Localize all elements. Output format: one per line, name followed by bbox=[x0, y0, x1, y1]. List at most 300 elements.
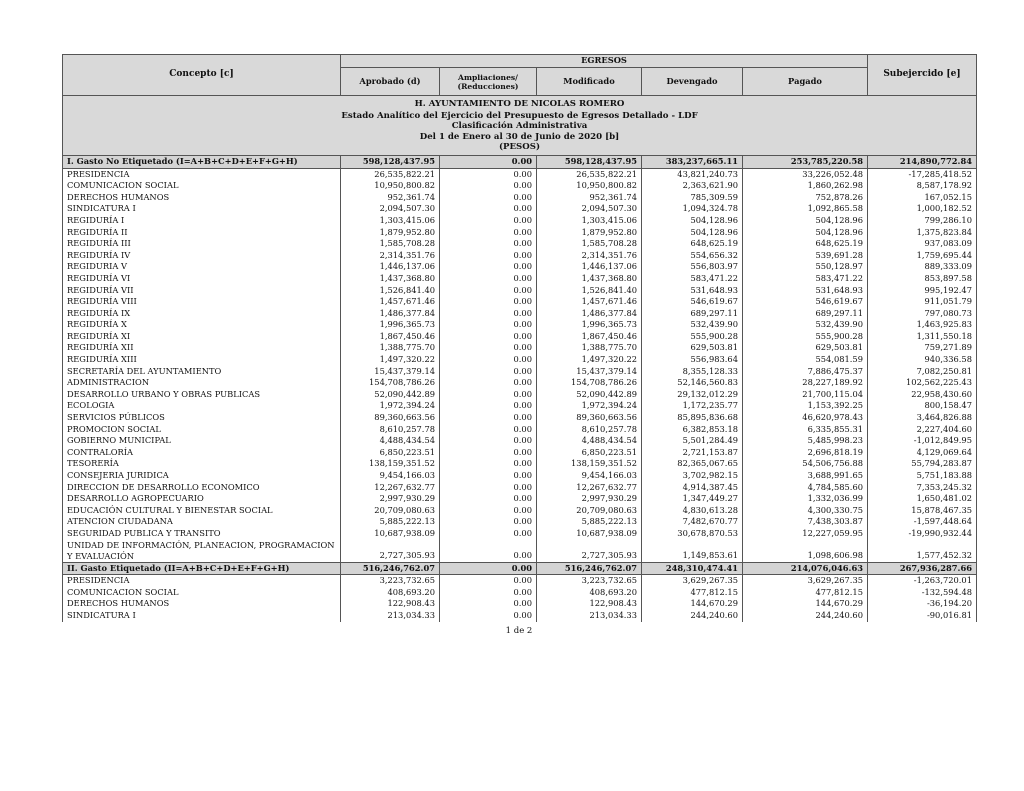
cell-pagado: 3,688,991.65 bbox=[743, 470, 868, 482]
cell-pagado: 3,629,267.35 bbox=[743, 575, 868, 587]
cell-devengado: 82,365,067.65 bbox=[642, 458, 743, 470]
cell-devengado: 8,355,128.33 bbox=[642, 366, 743, 378]
col-egresos: EGRESOS bbox=[341, 55, 868, 68]
cell-aprobado: 9,454,166.03 bbox=[341, 470, 440, 482]
section-row bbox=[63, 155, 977, 168]
cell-pagado: 689,297.11 bbox=[743, 308, 868, 320]
cell-aprobado: 2,314,351.76 bbox=[341, 250, 440, 262]
cell-pagado: 46,620,978.43 bbox=[743, 412, 868, 424]
cell-concepto: REGIDURÍA VI bbox=[63, 273, 341, 285]
cell-subejercido: 267,936,287.66 bbox=[868, 562, 977, 575]
budget-table bbox=[62, 54, 977, 622]
cell-modificado: 52,090,442.89 bbox=[537, 389, 642, 401]
cell-pagado: 4,300,330.75 bbox=[743, 505, 868, 517]
cell-modificado: 26,535,822.21 bbox=[537, 168, 642, 180]
cell-devengado: 2,721,153.87 bbox=[642, 447, 743, 459]
cell-modificado: 6,850,223.51 bbox=[537, 447, 642, 459]
table-row bbox=[63, 366, 977, 378]
cell-subejercido: 995,192.47 bbox=[868, 285, 977, 297]
col-subejercido: Subejercido [e] bbox=[868, 55, 977, 96]
cell-aprobado: 2,727,305.93 bbox=[341, 540, 440, 563]
col-pagado: Pagado bbox=[743, 68, 868, 96]
cell-pagado: 7,886,475.37 bbox=[743, 366, 868, 378]
cell-aprobado: 154,708,786.26 bbox=[341, 377, 440, 389]
cell-concepto: DERECHOS HUMANOS bbox=[63, 598, 341, 610]
cell-aprobado: 10,687,938.09 bbox=[341, 528, 440, 540]
cell-subejercido: -1,012,849.95 bbox=[868, 435, 977, 447]
cell-aprobado: 12,267,632.77 bbox=[341, 482, 440, 494]
cell-modificado: 1,526,841.40 bbox=[537, 285, 642, 297]
cell-concepto: SINDICATURA I bbox=[63, 203, 341, 215]
cell-pagado: 477,812.15 bbox=[743, 587, 868, 599]
cell-subejercido: 940,336.58 bbox=[868, 354, 977, 366]
cell-concepto: REGIDURÍA IX bbox=[63, 308, 341, 320]
cell-subejercido: 3,464,826.88 bbox=[868, 412, 977, 424]
cell-modificado: 5,885,222.13 bbox=[537, 516, 642, 528]
cell-devengado: 43,821,240.73 bbox=[642, 168, 743, 180]
cell-modificado: 4,488,434.54 bbox=[537, 435, 642, 447]
cell-devengado: 7,482,670.77 bbox=[642, 516, 743, 528]
cell-concepto: REGIDURÍA VII bbox=[63, 285, 341, 297]
cell-devengado: 583,471.22 bbox=[642, 273, 743, 285]
cell-subejercido: 5,751,183.88 bbox=[868, 470, 977, 482]
cell-ampliaciones: 0.00 bbox=[440, 389, 537, 401]
col-concepto: Concepto [c] bbox=[63, 55, 341, 96]
table-row bbox=[63, 424, 977, 436]
cell-modificado: 1,879,952.80 bbox=[537, 227, 642, 239]
cell-ampliaciones: 0.00 bbox=[440, 273, 537, 285]
cell-concepto: REGIDURÍA I bbox=[63, 215, 341, 227]
cell-concepto: PRESIDENCIA bbox=[63, 168, 341, 180]
cell-devengado: 556,803.97 bbox=[642, 261, 743, 273]
cell-modificado: 9,454,166.03 bbox=[537, 470, 642, 482]
cell-devengado: 4,830,613.28 bbox=[642, 505, 743, 517]
cell-pagado: 2,696,818.19 bbox=[743, 447, 868, 459]
cell-aprobado: 408,693.20 bbox=[341, 587, 440, 599]
cell-modificado: 1,497,320.22 bbox=[537, 354, 642, 366]
cell-concepto: REGIDURÍA III bbox=[63, 238, 341, 250]
cell-devengado: 1,172,235.77 bbox=[642, 400, 743, 412]
cell-modificado: 1,486,377.84 bbox=[537, 308, 642, 320]
cell-pagado: 504,128.96 bbox=[743, 215, 868, 227]
table-row bbox=[63, 482, 977, 494]
cell-modificado: 20,709,080.63 bbox=[537, 505, 642, 517]
cell-devengado: 248,310,474.41 bbox=[642, 562, 743, 575]
table-row bbox=[63, 540, 977, 563]
cell-ampliaciones: 0.00 bbox=[440, 238, 537, 250]
cell-concepto: SERVICIOS PÚBLICOS bbox=[63, 412, 341, 424]
cell-subejercido: -19,990,932.44 bbox=[868, 528, 977, 540]
table-row bbox=[63, 435, 977, 447]
cell-pagado: 144,670.29 bbox=[743, 598, 868, 610]
cell-ampliaciones: 0.00 bbox=[440, 203, 537, 215]
cell-concepto: UNIDAD DE INFORMACIÓN, PLANEACION, PROGRAMACION Y EVALUACIÓN bbox=[63, 540, 341, 563]
cell-modificado: 122,908.43 bbox=[537, 598, 642, 610]
cell-ampliaciones: 0.00 bbox=[440, 470, 537, 482]
cell-concepto: CONTRALORÍA bbox=[63, 447, 341, 459]
table-row bbox=[63, 192, 977, 204]
table-row bbox=[63, 505, 977, 517]
cell-modificado: 408,693.20 bbox=[537, 587, 642, 599]
cell-modificado: 12,267,632.77 bbox=[537, 482, 642, 494]
cell-modificado: 2,094,507.30 bbox=[537, 203, 642, 215]
cell-ampliaciones: 0.00 bbox=[440, 493, 537, 505]
cell-pagado: 253,785,220.58 bbox=[743, 155, 868, 168]
report-currency: (PESOS) bbox=[63, 142, 977, 155]
cell-aprobado: 15,437,379.14 bbox=[341, 366, 440, 378]
cell-devengado: 30,678,870.53 bbox=[642, 528, 743, 540]
col-ampliaciones: Ampliaciones/ (Reducciones) bbox=[440, 68, 537, 96]
cell-ampliaciones: 0.00 bbox=[440, 435, 537, 447]
cell-aprobado: 952,361.74 bbox=[341, 192, 440, 204]
cell-subejercido: 4,129,069.64 bbox=[868, 447, 977, 459]
cell-modificado: 213,034.33 bbox=[537, 610, 642, 622]
cell-aprobado: 52,090,442.89 bbox=[341, 389, 440, 401]
cell-concepto: REGIDURÍA II bbox=[63, 227, 341, 239]
cell-pagado: 28,227,189.92 bbox=[743, 377, 868, 389]
table-row bbox=[63, 587, 977, 599]
cell-aprobado: 2,997,930.29 bbox=[341, 493, 440, 505]
cell-ampliaciones: 0.00 bbox=[440, 366, 537, 378]
cell-aprobado: 1,526,841.40 bbox=[341, 285, 440, 297]
cell-aprobado: 516,246,762.07 bbox=[341, 562, 440, 575]
cell-devengado: 477,812.15 bbox=[642, 587, 743, 599]
table-row bbox=[63, 203, 977, 215]
cell-concepto: DESARROLLO AGROPECUARIO bbox=[63, 493, 341, 505]
cell-pagado: 555,900.28 bbox=[743, 331, 868, 343]
cell-aprobado: 122,908.43 bbox=[341, 598, 440, 610]
cell-ampliaciones: 0.00 bbox=[440, 250, 537, 262]
cell-modificado: 1,457,671.46 bbox=[537, 296, 642, 308]
cell-devengado: 555,900.28 bbox=[642, 331, 743, 343]
cell-ampliaciones: 0.00 bbox=[440, 168, 537, 180]
cell-aprobado: 4,488,434.54 bbox=[341, 435, 440, 447]
cell-devengado: 52,146,560.83 bbox=[642, 377, 743, 389]
cell-ampliaciones: 0.00 bbox=[440, 215, 537, 227]
cell-pagado: 1,860,262.98 bbox=[743, 180, 868, 192]
cell-ampliaciones: 0.00 bbox=[440, 180, 537, 192]
report-classification: Clasificación Administrativa bbox=[63, 121, 977, 132]
cell-aprobado: 1,437,368.80 bbox=[341, 273, 440, 285]
cell-devengado: 2,363,621.90 bbox=[642, 180, 743, 192]
cell-pagado: 21,700,115.04 bbox=[743, 389, 868, 401]
table-row bbox=[63, 296, 977, 308]
cell-ampliaciones: 0.00 bbox=[440, 587, 537, 599]
column-headers bbox=[63, 55, 977, 96]
cell-pagado: 7,438,303.87 bbox=[743, 516, 868, 528]
cell-devengado: 554,656.32 bbox=[642, 250, 743, 262]
cell-modificado: 138,159,351.52 bbox=[537, 458, 642, 470]
cell-modificado: 1,972,394.24 bbox=[537, 400, 642, 412]
cell-ampliaciones: 0.00 bbox=[440, 562, 537, 575]
cell-pagado: 33,226,052.48 bbox=[743, 168, 868, 180]
cell-subejercido: 853,897.58 bbox=[868, 273, 977, 285]
cell-pagado: 4,784,585.60 bbox=[743, 482, 868, 494]
cell-aprobado: 1,303,415.06 bbox=[341, 215, 440, 227]
cell-aprobado: 1,457,671.46 bbox=[341, 296, 440, 308]
cell-subejercido: 7,082,250.81 bbox=[868, 366, 977, 378]
cell-aprobado: 3,223,732.65 bbox=[341, 575, 440, 587]
cell-ampliaciones: 0.00 bbox=[440, 342, 537, 354]
cell-subejercido: 1,000,182.52 bbox=[868, 203, 977, 215]
cell-subejercido: 911,051.79 bbox=[868, 296, 977, 308]
cell-devengado: 383,237,665.11 bbox=[642, 155, 743, 168]
cell-devengado: 3,702,982.15 bbox=[642, 470, 743, 482]
table-row bbox=[63, 308, 977, 320]
cell-concepto: DESARROLLO URBANO Y OBRAS PUBLICAS bbox=[63, 389, 341, 401]
cell-concepto: COMUNICACION SOCIAL bbox=[63, 180, 341, 192]
cell-subejercido: 8,587,178.92 bbox=[868, 180, 977, 192]
cell-pagado: 546,619.67 bbox=[743, 296, 868, 308]
cell-concepto: REGIDURÍA XIII bbox=[63, 354, 341, 366]
cell-concepto: ADMINISTRACION bbox=[63, 377, 341, 389]
cell-modificado: 1,437,368.80 bbox=[537, 273, 642, 285]
cell-ampliaciones: 0.00 bbox=[440, 482, 537, 494]
table-body bbox=[63, 155, 977, 621]
budget-report-sheet bbox=[62, 54, 976, 636]
cell-aprobado: 10,950,800.82 bbox=[341, 180, 440, 192]
report-header bbox=[63, 96, 977, 156]
cell-ampliaciones: 0.00 bbox=[440, 528, 537, 540]
cell-ampliaciones: 0.00 bbox=[440, 308, 537, 320]
cell-aprobado: 1,497,320.22 bbox=[341, 354, 440, 366]
cell-subejercido: 2,227,404.60 bbox=[868, 424, 977, 436]
cell-concepto: II. Gasto Etiquetado (II=A+B+C+D+E+F+G+H) bbox=[63, 562, 341, 575]
cell-subejercido: 800,158.47 bbox=[868, 400, 977, 412]
cell-aprobado: 1,996,365.73 bbox=[341, 319, 440, 331]
cell-concepto: PRESIDENCIA bbox=[63, 575, 341, 587]
cell-pagado: 539,691.28 bbox=[743, 250, 868, 262]
cell-modificado: 1,388,775.70 bbox=[537, 342, 642, 354]
table-row bbox=[63, 227, 977, 239]
cell-subejercido: 797,080.73 bbox=[868, 308, 977, 320]
cell-subejercido: 937,083.09 bbox=[868, 238, 977, 250]
cell-aprobado: 1,867,450.46 bbox=[341, 331, 440, 343]
cell-devengado: 29,132,012.29 bbox=[642, 389, 743, 401]
cell-devengado: 629,503.81 bbox=[642, 342, 743, 354]
cell-aprobado: 1,972,394.24 bbox=[341, 400, 440, 412]
cell-devengado: 5,501,284.49 bbox=[642, 435, 743, 447]
cell-ampliaciones: 0.00 bbox=[440, 540, 537, 563]
report-subtitle: Estado Analítico del Ejercicio del Presupuesto de Egresos Detallado - LDF bbox=[63, 111, 977, 122]
cell-devengado: 546,619.67 bbox=[642, 296, 743, 308]
cell-devengado: 689,297.11 bbox=[642, 308, 743, 320]
table-row bbox=[63, 168, 977, 180]
cell-aprobado: 26,535,822.21 bbox=[341, 168, 440, 180]
cell-ampliaciones: 0.00 bbox=[440, 377, 537, 389]
cell-ampliaciones: 0.00 bbox=[440, 412, 537, 424]
table-row bbox=[63, 516, 977, 528]
table-row bbox=[63, 447, 977, 459]
cell-subejercido: -132,594.48 bbox=[868, 587, 977, 599]
cell-aprobado: 6,850,223.51 bbox=[341, 447, 440, 459]
table-row bbox=[63, 331, 977, 343]
cell-aprobado: 213,034.33 bbox=[341, 610, 440, 622]
cell-pagado: 648,625.19 bbox=[743, 238, 868, 250]
cell-ampliaciones: 0.00 bbox=[440, 285, 537, 297]
cell-modificado: 154,708,786.26 bbox=[537, 377, 642, 389]
cell-modificado: 1,303,415.06 bbox=[537, 215, 642, 227]
cell-concepto: REGIDURÍA VIII bbox=[63, 296, 341, 308]
cell-devengado: 85,895,836.68 bbox=[642, 412, 743, 424]
report-title: H. AYUNTAMIENTO DE NICOLAS ROMERO bbox=[63, 96, 977, 111]
table-row bbox=[63, 261, 977, 273]
cell-subejercido: 1,577,452.32 bbox=[868, 540, 977, 563]
table-row bbox=[63, 412, 977, 424]
cell-devengado: 244,240.60 bbox=[642, 610, 743, 622]
table-row bbox=[63, 598, 977, 610]
cell-modificado: 10,687,938.09 bbox=[537, 528, 642, 540]
table-row bbox=[63, 470, 977, 482]
cell-ampliaciones: 0.00 bbox=[440, 354, 537, 366]
cell-modificado: 516,246,762.07 bbox=[537, 562, 642, 575]
cell-ampliaciones: 0.00 bbox=[440, 447, 537, 459]
cell-pagado: 1,153,392.25 bbox=[743, 400, 868, 412]
cell-pagado: 5,485,998.23 bbox=[743, 435, 868, 447]
cell-aprobado: 1,388,775.70 bbox=[341, 342, 440, 354]
cell-pagado: 6,335,855.31 bbox=[743, 424, 868, 436]
cell-modificado: 598,128,437.95 bbox=[537, 155, 642, 168]
table-row bbox=[63, 319, 977, 331]
cell-modificado: 1,446,137.06 bbox=[537, 261, 642, 273]
cell-ampliaciones: 0.00 bbox=[440, 261, 537, 273]
col-devengado: Devengado bbox=[642, 68, 743, 96]
table-row bbox=[63, 389, 977, 401]
cell-subejercido: 7,353,245.32 bbox=[868, 482, 977, 494]
report-period: Del 1 de Enero al 30 de Junio de 2020 [b] bbox=[63, 132, 977, 143]
cell-devengado: 3,629,267.35 bbox=[642, 575, 743, 587]
cell-concepto: REGIDURIA V bbox=[63, 261, 341, 273]
cell-modificado: 8,610,257.78 bbox=[537, 424, 642, 436]
cell-ampliaciones: 0.00 bbox=[440, 331, 537, 343]
cell-devengado: 504,128.96 bbox=[642, 215, 743, 227]
cell-pagado: 214,076,046.63 bbox=[743, 562, 868, 575]
cell-concepto: REGIDURÍA IV bbox=[63, 250, 341, 262]
cell-modificado: 10,950,800.82 bbox=[537, 180, 642, 192]
table-row bbox=[63, 238, 977, 250]
cell-aprobado: 20,709,080.63 bbox=[341, 505, 440, 517]
cell-subejercido: 889,333.09 bbox=[868, 261, 977, 273]
cell-aprobado: 1,446,137.06 bbox=[341, 261, 440, 273]
cell-devengado: 556,983.64 bbox=[642, 354, 743, 366]
cell-pagado: 550,128.97 bbox=[743, 261, 868, 273]
cell-subejercido: 1,759,695.44 bbox=[868, 250, 977, 262]
cell-aprobado: 1,486,377.84 bbox=[341, 308, 440, 320]
table-row bbox=[63, 285, 977, 297]
cell-pagado: 244,240.60 bbox=[743, 610, 868, 622]
cell-pagado: 1,332,036.99 bbox=[743, 493, 868, 505]
table-row bbox=[63, 493, 977, 505]
cell-pagado: 504,128.96 bbox=[743, 227, 868, 239]
cell-aprobado: 2,094,507.30 bbox=[341, 203, 440, 215]
cell-modificado: 15,437,379.14 bbox=[537, 366, 642, 378]
cell-pagado: 583,471.22 bbox=[743, 273, 868, 285]
cell-devengado: 4,914,387.45 bbox=[642, 482, 743, 494]
cell-concepto: REGIDURÍA X bbox=[63, 319, 341, 331]
page-number: 1 de 2 bbox=[505, 625, 533, 636]
cell-ampliaciones: 0.00 bbox=[440, 610, 537, 622]
cell-aprobado: 138,159,351.52 bbox=[341, 458, 440, 470]
cell-concepto: CONSEJERIA JURIDICA bbox=[63, 470, 341, 482]
cell-concepto: REGIDURÍA XII bbox=[63, 342, 341, 354]
cell-subejercido: 214,890,772.84 bbox=[868, 155, 977, 168]
cell-devengado: 504,128.96 bbox=[642, 227, 743, 239]
cell-concepto: ATENCION CIUDADANA bbox=[63, 516, 341, 528]
cell-concepto: TESORERÍA bbox=[63, 458, 341, 470]
cell-subejercido: 799,286.10 bbox=[868, 215, 977, 227]
col-aprobado: Aprobado (d) bbox=[341, 68, 440, 96]
cell-pagado: 54,506,756.88 bbox=[743, 458, 868, 470]
table-row bbox=[63, 215, 977, 227]
cell-modificado: 2,727,305.93 bbox=[537, 540, 642, 563]
cell-subejercido: -17,285,418.52 bbox=[868, 168, 977, 180]
cell-aprobado: 1,879,952.80 bbox=[341, 227, 440, 239]
cell-modificado: 1,585,708.28 bbox=[537, 238, 642, 250]
cell-subejercido: 55,794,283.87 bbox=[868, 458, 977, 470]
table-row bbox=[63, 458, 977, 470]
cell-concepto: SEGURIDAD PUBLICA Y TRANSITO bbox=[63, 528, 341, 540]
cell-concepto: SECRETARÍA DEL AYUNTAMIENTO bbox=[63, 366, 341, 378]
cell-pagado: 1,098,606.98 bbox=[743, 540, 868, 563]
table-row bbox=[63, 400, 977, 412]
cell-subejercido: 102,562,225.43 bbox=[868, 377, 977, 389]
cell-ampliaciones: 0.00 bbox=[440, 424, 537, 436]
cell-subejercido: -90,016.81 bbox=[868, 610, 977, 622]
cell-ampliaciones: 0.00 bbox=[440, 575, 537, 587]
cell-pagado: 531,648.93 bbox=[743, 285, 868, 297]
cell-concepto: ECOLOGIA bbox=[63, 400, 341, 412]
table-row bbox=[63, 180, 977, 192]
section-row bbox=[63, 562, 977, 575]
cell-subejercido: 22,958,430.60 bbox=[868, 389, 977, 401]
cell-subejercido: 1,375,823.84 bbox=[868, 227, 977, 239]
cell-devengado: 531,648.93 bbox=[642, 285, 743, 297]
table-row bbox=[63, 354, 977, 366]
cell-modificado: 3,223,732.65 bbox=[537, 575, 642, 587]
cell-subejercido: 167,052.15 bbox=[868, 192, 977, 204]
cell-ampliaciones: 0.00 bbox=[440, 400, 537, 412]
cell-modificado: 1,996,365.73 bbox=[537, 319, 642, 331]
cell-aprobado: 89,360,663.56 bbox=[341, 412, 440, 424]
cell-devengado: 144,670.29 bbox=[642, 598, 743, 610]
cell-pagado: 12,227,059.95 bbox=[743, 528, 868, 540]
cell-devengado: 6,382,853.18 bbox=[642, 424, 743, 436]
cell-ampliaciones: 0.00 bbox=[440, 319, 537, 331]
cell-subejercido: -1,597,448.64 bbox=[868, 516, 977, 528]
cell-modificado: 89,360,663.56 bbox=[537, 412, 642, 424]
cell-concepto: PROMOCION SOCIAL bbox=[63, 424, 341, 436]
cell-concepto: SINDICATURA I bbox=[63, 610, 341, 622]
cell-concepto: DERECHOS HUMANOS bbox=[63, 192, 341, 204]
cell-ampliaciones: 0.00 bbox=[440, 192, 537, 204]
cell-ampliaciones: 0.00 bbox=[440, 458, 537, 470]
table-row bbox=[63, 342, 977, 354]
cell-ampliaciones: 0.00 bbox=[440, 227, 537, 239]
cell-subejercido: -36,194.20 bbox=[868, 598, 977, 610]
col-modificado: Modificado bbox=[537, 68, 642, 96]
cell-concepto: COMUNICACION SOCIAL bbox=[63, 587, 341, 599]
cell-subejercido: 1,311,550.18 bbox=[868, 331, 977, 343]
cell-aprobado: 5,885,222.13 bbox=[341, 516, 440, 528]
cell-subejercido: 15,878,467.35 bbox=[868, 505, 977, 517]
cell-devengado: 1,347,449.27 bbox=[642, 493, 743, 505]
table-row bbox=[63, 273, 977, 285]
cell-devengado: 1,149,853.61 bbox=[642, 540, 743, 563]
cell-modificado: 2,314,351.76 bbox=[537, 250, 642, 262]
cell-subejercido: 1,650,481.02 bbox=[868, 493, 977, 505]
table-row bbox=[63, 250, 977, 262]
cell-aprobado: 8,610,257.78 bbox=[341, 424, 440, 436]
